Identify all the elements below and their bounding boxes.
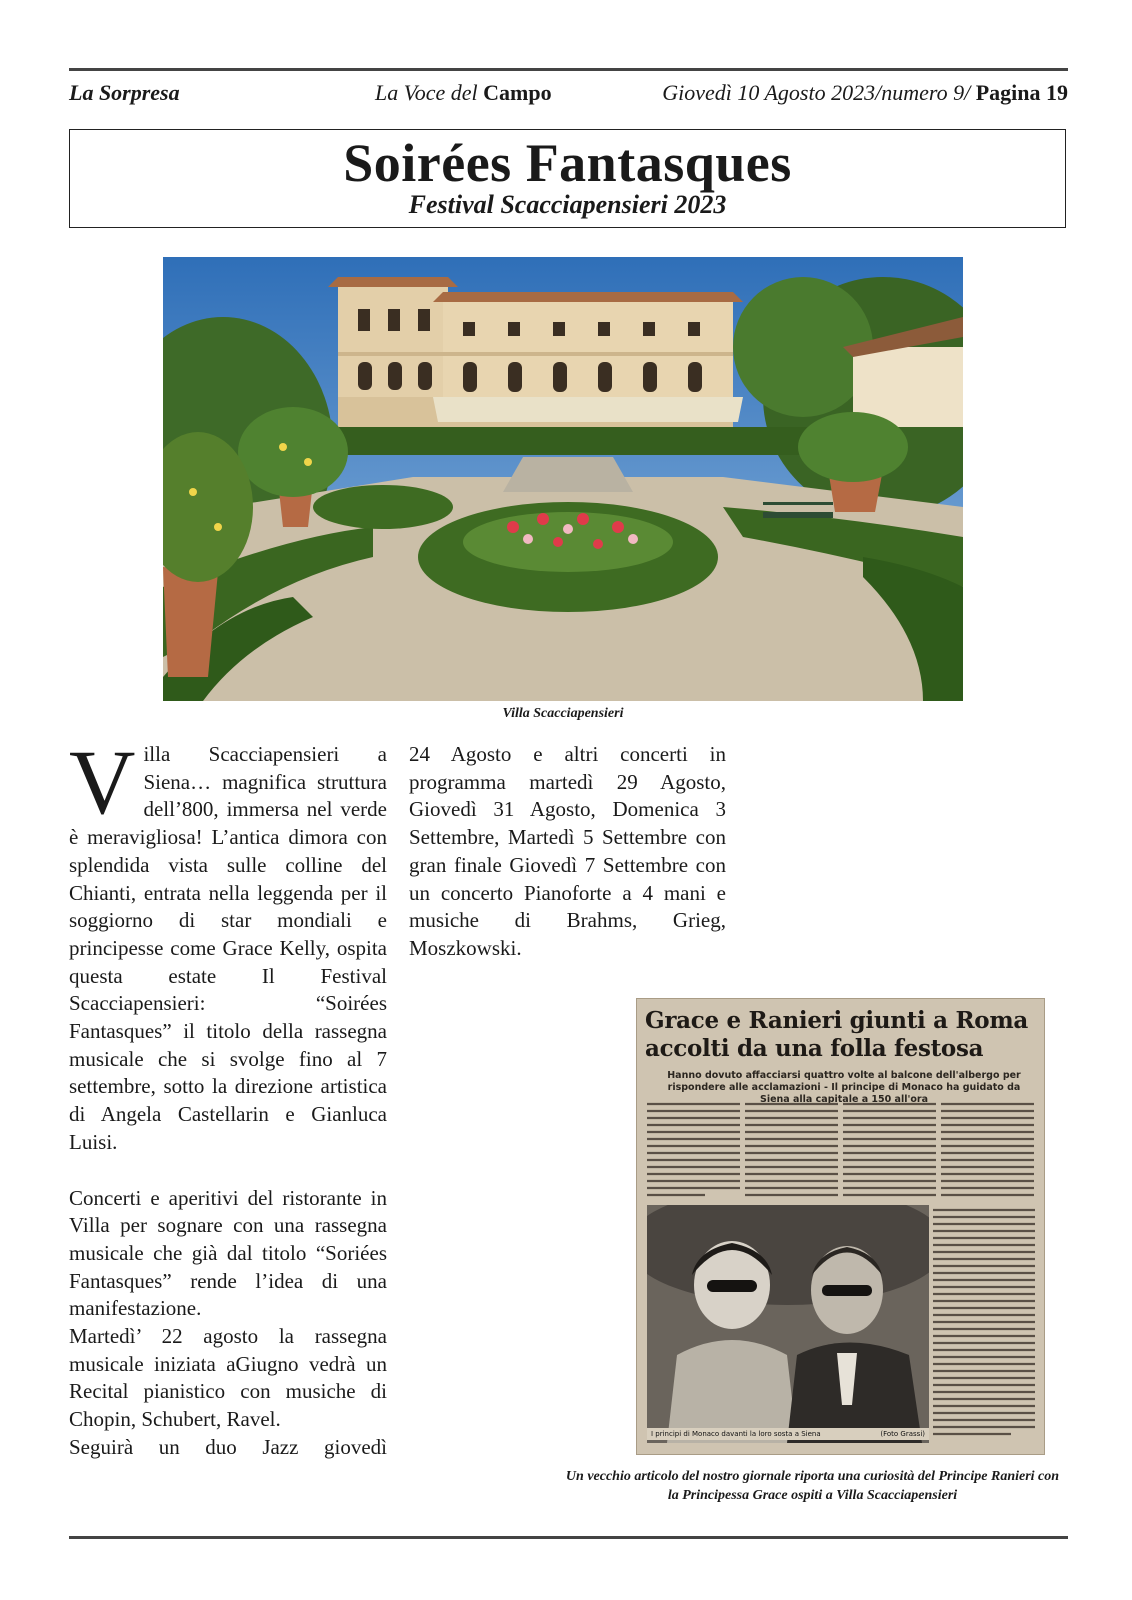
top-rule <box>69 68 1068 71</box>
page-title: Soirées Fantasques <box>343 133 792 193</box>
clipping-photo-caption <box>647 1428 929 1440</box>
paragraph-3: Martedì’ 22 agosto la rassegna musicale iniziata aGiugno vedrà un Recital pianistico con musiche di Chopin, Schubert, Ravel. <box>69 1324 387 1432</box>
paragraph-4-start: Seguirà un duo Jazz giovedì <box>69 1434 387 1459</box>
page-number: Pagina 19 <box>975 80 1068 105</box>
running-header <box>69 80 1068 110</box>
newspaper-name-prefix: La Voce del <box>375 80 484 105</box>
villa-photo <box>163 257 963 701</box>
grace-ranieri-photo <box>647 1205 929 1443</box>
issue-info <box>662 80 1068 106</box>
title-box <box>69 129 1066 228</box>
article-column-1 <box>69 731 387 1462</box>
photo-caption: Villa Scacciapensieri <box>502 706 624 721</box>
drop-cap: V <box>69 731 136 833</box>
paragraph-2: Concerti e aperitivi del ristorante in Villa per sognare con una rassegna musicale che già dal titolo “Soriées Fantasques” rende l’idea di una manifestazione. <box>69 1185 387 1321</box>
bottom-rule <box>69 1536 1068 1539</box>
issue-date: Giovedì 10 Agosto 2023/numero 9/ <box>662 80 976 105</box>
clipping-photo-caption-text: I principi di Monaco davanti la loro sosta a Siena <box>651 1430 821 1438</box>
clipping-caption: Un vecchio articolo del nostro giornale riporta una curiosità del Principe Ranieri con la Principessa Grace ospiti a Villa Scacciapensieri <box>565 1469 1060 1503</box>
clipping-headline: Grace e Ranieri giunti a Roma accolti da una folla festosa <box>645 1007 1028 1062</box>
clipping-photo-credit: (Foto Grassi) <box>880 1430 925 1438</box>
clipping-body-text-block <box>645 1099 1036 1203</box>
old-newspaper-clipping <box>636 998 1045 1455</box>
section-name: La Sorpresa <box>69 80 180 105</box>
page-subtitle: Festival Scacciapensieri 2023 <box>408 190 727 219</box>
article-column-2 <box>409 741 726 963</box>
clipping-side-column <box>931 1205 1037 1443</box>
newspaper-name-bold: Campo <box>483 80 552 105</box>
paragraph-1 <box>69 731 387 1157</box>
paragraph-1-text: illa Scacciapensieri a Siena… magnifica struttura dell’800, immersa nel verde è meravigliosa! L’antica dimora con splendida vista sulle colline del Chianti, entrata nella leggenda per il soggiorno di star mondiali e principesse come Grace Kelly, ospita questa estate Il Festival Scacciapensieri: “Soirées Fantasques” il titolo della rassegna musicale che si svolge fino al 7 settembre, sotto la direzione artistica di Angela Castellarin e Gianluca Luisi. <box>69 742 387 1154</box>
paragraph-4-continued: 24 Agosto e altri concerti in programma martedì 29 Agosto, Giovedì 31 Agosto, Domenica 3 Settembre, Martedì 5 Settembre con gran finale Giovedì 7 Settembre con un concerto Pianoforte a 4 mani e musiche di Brahms, Grieg, Moszkowski. <box>409 742 726 960</box>
clipping-deck: Hanno dovuto affacciarsi quattro volte al balcone dell'albergo per rispondere alle acclamazioni - Il principe di Monaco ha guidato da Siena alla capitale a 150 all'ora <box>667 1070 1021 1105</box>
